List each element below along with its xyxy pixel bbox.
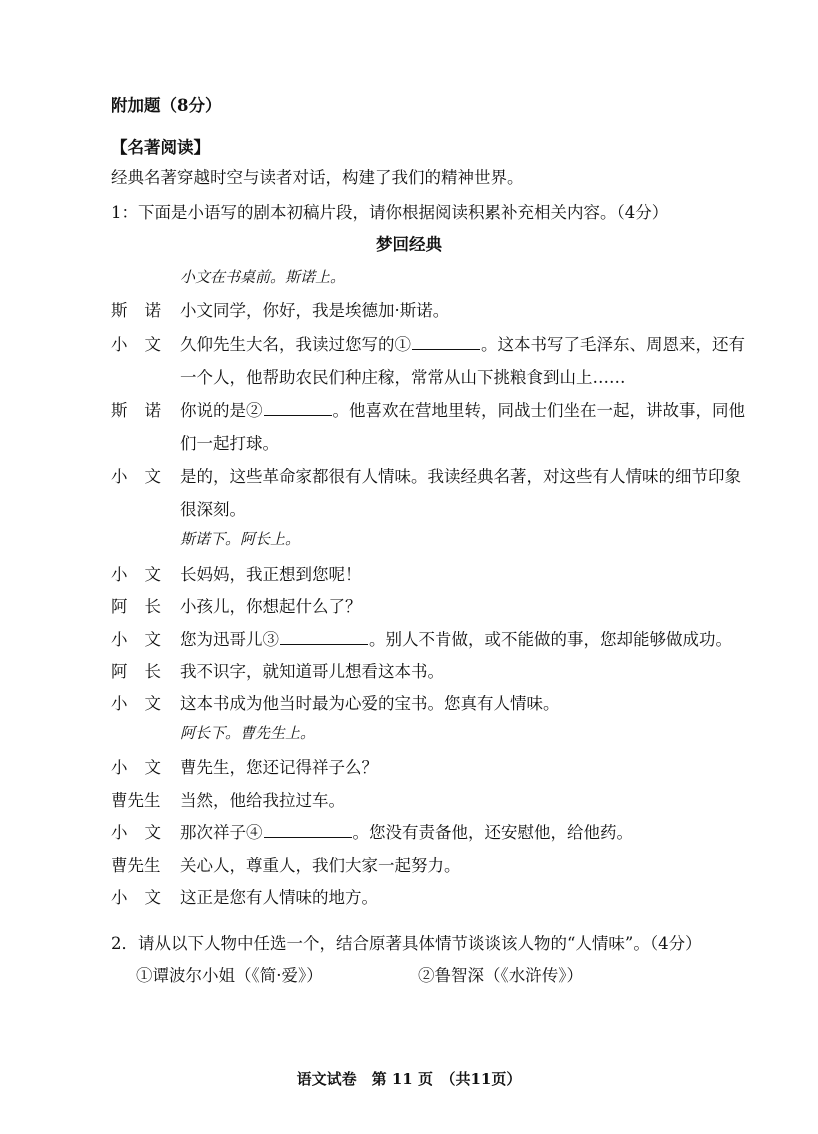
dialogue-line: 是的，这些革命家都很有人情味。我读经典名著，对这些有人情味的细节印象 <box>180 467 741 486</box>
speaker-label: 小 文 <box>111 467 161 486</box>
dialogue-line: 关心人，尊重人，我们大家一起努力。 <box>180 856 461 875</box>
answer-blank-3[interactable] <box>280 628 368 646</box>
dialogue-continuation: 很深刻。 <box>180 500 246 519</box>
section-heading: 【名著阅读】 <box>111 138 210 157</box>
speaker-label: 小 文 <box>111 888 161 907</box>
dialogue-line: 那次祥子④ 。您没有责备他，还安慰他，给他药。 <box>180 819 633 843</box>
bonus-title: 附加题（8分） <box>111 96 222 115</box>
dialogue-line: 我不识字，就知道哥儿想看这本书。 <box>180 662 444 681</box>
speaker-label: 小 文 <box>111 630 161 649</box>
speaker-label: 小 文 <box>111 565 161 584</box>
answer-blank-4[interactable] <box>264 821 352 839</box>
dialogue-line: 这正是您有人情味的地方。 <box>180 888 378 907</box>
option-2: ②鲁智深（《水浒传》） <box>418 966 583 985</box>
intro-text: 经典名著穿越时空与读者对话，构建了我们的精神世界。 <box>111 168 524 187</box>
dialogue-line: 这本书成为他当时最为心爱的宝书。您真有人情味。 <box>180 694 560 713</box>
speaker-label: 阿 长 <box>111 662 161 681</box>
stage-direction: 阿长下。曹先生上。 <box>180 724 316 742</box>
page-footer: 语文试卷 第 11 页 （共11页） <box>296 1070 522 1088</box>
speaker-label: 小 文 <box>111 823 161 842</box>
speaker-label: 阿 长 <box>111 597 161 616</box>
speaker-label: 小 文 <box>111 758 161 777</box>
dialogue-line: 久仰先生大名，我读过您写的① 。这本书写了毛泽东、周恩来，还有 <box>180 331 745 355</box>
speaker-label: 曹先生 <box>111 856 161 875</box>
speaker-label: 小 文 <box>111 694 161 713</box>
stage-direction: 小文在书桌前。斯诺上。 <box>180 268 346 286</box>
dialogue-line: 你说的是② 。他喜欢在营地里转，同战士们坐在一起，讲故事，同他 <box>180 397 745 421</box>
speaker-label: 曹先生 <box>111 791 161 810</box>
dialogue-continuation: 们一起打球。 <box>180 434 279 453</box>
dialogue-line: 小文同学，你好，我是埃德加·斯诺。 <box>180 301 450 320</box>
speaker-label: 斯 诺 <box>111 401 161 420</box>
dialogue-line: 长妈妈，我正想到您呢！ <box>180 565 362 584</box>
dialogue-line: 曹先生，您还记得祥子么？ <box>180 758 378 777</box>
question-2: 2．请从以下人物中任选一个，结合原著具体情节谈谈该人物的“人情味”。（4分） <box>111 934 702 953</box>
dialogue-line: 当然，他给我拉过车。 <box>180 791 345 810</box>
answer-blank-1[interactable] <box>412 333 480 351</box>
script-title: 梦回经典 <box>376 235 442 254</box>
speaker-label: 斯 诺 <box>111 301 161 320</box>
answer-blank-2[interactable] <box>264 399 332 417</box>
dialogue-continuation: 一个人，他帮助农民们种庄稼，常常从山下挑粮食到山上…… <box>180 368 626 387</box>
option-1: ①谭波尔小姐（《简·爱》） <box>136 966 323 985</box>
dialogue-line: 您为迅哥儿③ 。别人不肯做，或不能做的事，您却能够做成功。 <box>180 626 732 650</box>
speaker-label: 小 文 <box>111 335 161 354</box>
question-1: 1：下面是小语写的剧本初稿片段，请你根据阅读积累补充相关内容。（4分） <box>111 203 669 222</box>
dialogue-line: 小孩儿，你想起什么了？ <box>180 597 362 616</box>
stage-direction: 斯诺下。阿长上。 <box>180 530 301 548</box>
